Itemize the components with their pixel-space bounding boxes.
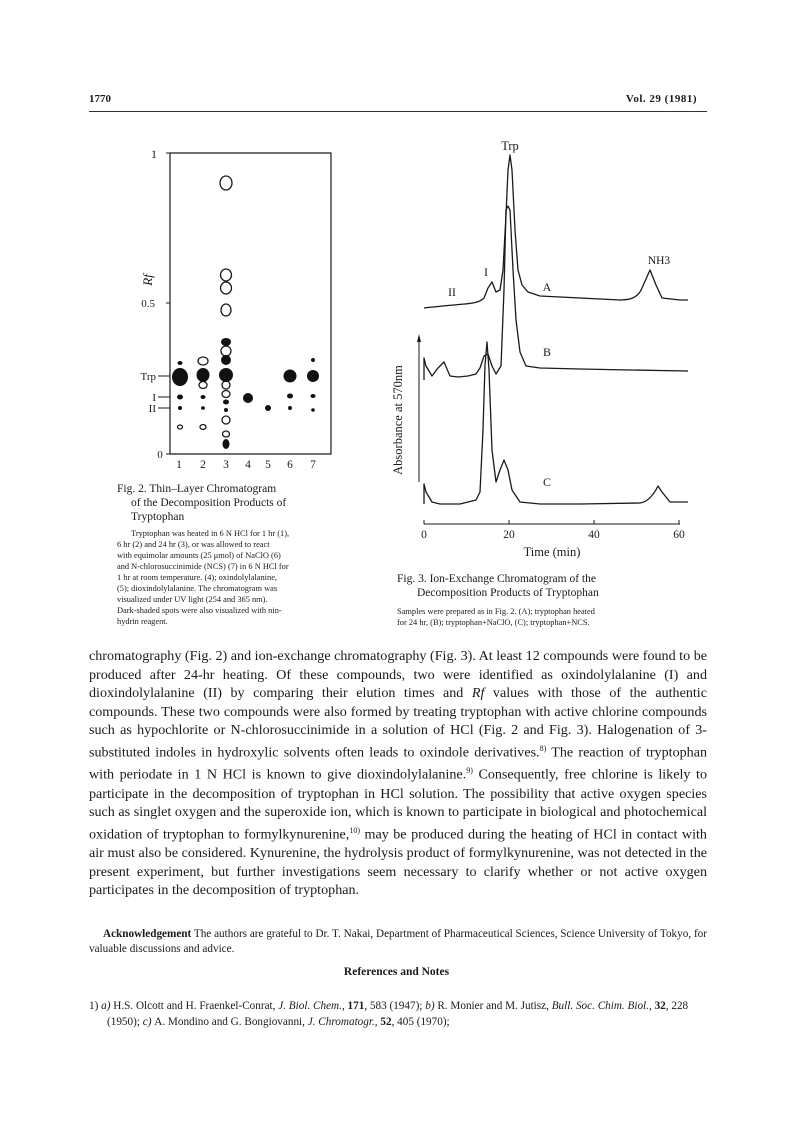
- peak-ii-label: II: [448, 287, 456, 299]
- reference-journal: Bull. Soc. Chim. Biol.: [551, 1000, 649, 1012]
- i-marker-label: I: [152, 392, 156, 404]
- reference-sub-label: c): [142, 1016, 155, 1028]
- rf-tick-0: 0: [157, 449, 163, 461]
- body-text-segment: values with those of the authentic compounds. These two compounds were also formed by treating tryptophan with active chlorine compounds such as hypochlorite or N-chlorosuccinimide in a solution of HCl (Fig. 2 and Fig. 3). Halogenation of 3-substituted indoles in hydroxylic solvents often leads to oxindole derivatives.: [89, 685, 707, 761]
- trace-b-label: B: [542, 345, 552, 359]
- lane-number: 4: [245, 459, 251, 471]
- x-tick-label: 20: [503, 529, 515, 541]
- trp-peak-label: Trp: [501, 139, 519, 153]
- lane-number: 7: [310, 459, 316, 471]
- volume-info: Vol. 29 (1981): [625, 93, 697, 105]
- fig3-caption-body: for 24 hr, (B); tryptophan+NaClO, (C); tryptophan+NCS.: [397, 618, 590, 627]
- reference-item: 1) a) H.S. Olcott and H. Fraenkel-Conrat, J. Biol. Chem., 171, 583 (1947); b) R. Monier and M. Jutisz, Bull. Soc. Chim. Biol., 32, 228 (1950); c) A. Mondino and G. Bongiovanni, J. Chromatogr., 52, 405 (1970);: [89, 1000, 689, 1028]
- y-axis-label: Absorbance at 570nm: [391, 365, 405, 475]
- body-paragraph-text: [89, 647, 707, 900]
- fig2-caption-body: with equimolar amounts (25 μmol) of NaClO (6): [117, 551, 281, 560]
- fig2-caption-body: (5); dioxindolylalanine. The chromatogram was: [117, 584, 278, 593]
- reference-sub-label: b): [425, 1000, 438, 1012]
- x-tick-label: 40: [588, 529, 600, 541]
- reference-journal: J. Chromatogr.: [307, 1016, 375, 1028]
- citation-10: 10): [349, 825, 360, 835]
- fig2-caption-body: visualized under UV light (254 and 365 nm).: [117, 595, 268, 604]
- lane-number: 2: [200, 459, 206, 471]
- rf-tick-1: 1: [151, 147, 157, 161]
- fig2-caption-body: and N-chlorosuccinimide (NCS) (7) in 6 N HCl for: [117, 562, 289, 571]
- x-axis-label: Time (min): [523, 545, 581, 559]
- rf-italic: Rf: [471, 685, 485, 702]
- reference-pages: , 228 (1950);: [107, 1000, 689, 1028]
- reference-list: [89, 998, 707, 1030]
- ii-marker-label: II: [148, 403, 156, 415]
- fig2-caption-body: 1 hr at room temperature. (4); oxindolylalanine,: [117, 573, 278, 582]
- lane-number: 3: [223, 459, 229, 471]
- reference-volume: 52: [380, 1016, 392, 1028]
- tlc-plate-frame: [170, 153, 331, 454]
- trp-marker-label: Trp: [140, 371, 156, 383]
- x-tick-label: 0: [421, 529, 427, 541]
- reference-authors: H.S. Olcott and H. Fraenkel-Conrat,: [113, 1000, 279, 1012]
- x-tick-label: 60: [673, 529, 685, 541]
- body-text-segment: The reaction of tryptophan with periodate in 1 N HCl is known to give dioxindolylalanine.: [89, 744, 708, 783]
- reference-sub-label: a): [101, 1000, 114, 1012]
- fig2-caption-title: Fig. 2. Thin–Layer Chromatogram: [117, 483, 277, 495]
- body-text-segment: Consequently, free chlorine is likely to participate in the decomposition of tryptophan in HCl solution. The possibility that active oxygen species such as singlet oxygen and the superoxide ion, which is known to participate in biological and photochemical oxidation of tryptophan to formylkynurenine,: [89, 766, 707, 843]
- reference-authors: A. Mondino and G. Bongiovanni,: [154, 1016, 308, 1028]
- fig2-caption-title: of the Decomposition Products of: [131, 497, 287, 509]
- lane-number: 1: [176, 459, 182, 471]
- lane-number: 6: [287, 459, 293, 471]
- nh3-peak-label: NH3: [647, 255, 671, 267]
- peak-i-label: I: [484, 265, 488, 279]
- tlc-spots: [172, 176, 319, 449]
- acknowledgement-heading: Acknowledgement: [103, 928, 192, 940]
- chromatogram-trace-b: [424, 206, 688, 380]
- trace-a-label: A: [542, 280, 552, 294]
- fig3-caption-body: Samples were prepared as in Fig. 2. (A); tryptophan heated: [397, 607, 595, 616]
- acknowledgement-text: The authors are grateful to Dr. T. Nakai, Department of Pharmaceutical Sciences, Science University of Tokyo, for valuable discussions and advice.: [89, 928, 707, 955]
- citation-8: 8): [539, 743, 547, 753]
- citation-9: 9): [466, 766, 473, 776]
- figure-2: [110, 140, 380, 640]
- fig2-caption-title: Tryptophan: [131, 511, 185, 523]
- body-text-segment: chromatography (Fig. 2) and ion-exchange chromatography (Fig. 3). At least 12 compounds were found to be produced after 24-hr heating. Of these compounds, two were identified as oxindolylalanine (I) and dioxindolylalanine (II) by comparing their elution times and: [89, 648, 707, 702]
- lane-number: 5: [265, 459, 271, 471]
- reference-journal: J. Biol. Chem.: [278, 1000, 342, 1012]
- fig3-caption-title: Fig. 3. Ion-Exchange Chromatogram of the: [397, 573, 596, 585]
- reference-pages: , 405 (1970);: [391, 1016, 450, 1028]
- body-paragraph: [89, 647, 707, 900]
- reference-pages: , 583 (1947);: [364, 1000, 426, 1012]
- trace-c-label: C: [542, 475, 552, 489]
- fig2-caption-body: 6 hr (2) and 24 hr (3), or was allowed to react: [117, 540, 270, 549]
- chromatogram-trace-c: [424, 342, 688, 504]
- references-heading: References and Notes: [343, 966, 450, 978]
- chromatogram-trace-a: [424, 155, 688, 308]
- reference-authors: R. Monier and M. Jutisz,: [437, 1000, 552, 1012]
- figure-3: [380, 130, 710, 640]
- header-rule: [89, 111, 707, 112]
- acknowledgement: [89, 927, 707, 957]
- reference-volume: 171: [347, 1000, 365, 1012]
- reference-volume: 32: [654, 1000, 666, 1012]
- fig2-caption-body: hydrin reagent.: [117, 617, 168, 626]
- fig3-caption-title: Decomposition Products of Tryptophan: [417, 587, 599, 599]
- rf-axis-label: Rf: [140, 274, 155, 286]
- fig2-caption-body: Dark-shaded spots were also visualized with nin-: [117, 606, 282, 615]
- reference-number: 1): [89, 1000, 102, 1012]
- fig2-caption-body: Tryptophan was heated in 6 N HCl for 1 hr (1),: [131, 529, 290, 538]
- body-text-segment: may be produced during the heating of HCl in contact with air must also be considered. Kynurenine, the hydrolysis product of formylkynurenine, was not detected in the present experiment, but further investigations seem necessary to clarify whether or not active oxygen participates in the decomposition of tryptophan.: [89, 826, 707, 899]
- rf-tick-05: 0.5: [141, 298, 155, 310]
- page-number: 1770: [89, 93, 111, 105]
